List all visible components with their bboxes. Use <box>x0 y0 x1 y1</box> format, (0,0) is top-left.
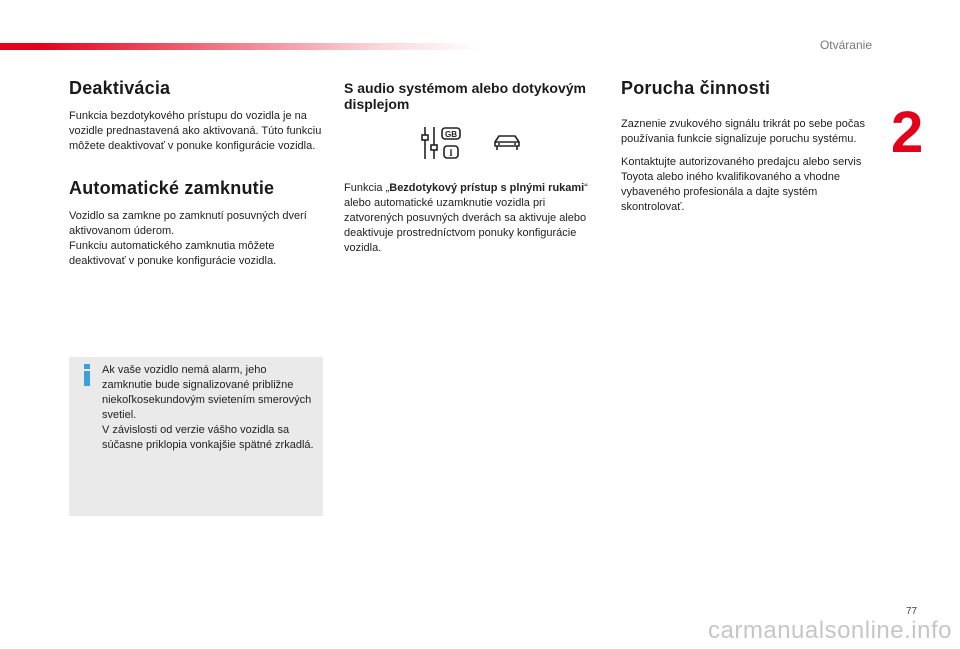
info-box <box>69 357 323 516</box>
icon-i-label: I <box>449 148 453 158</box>
feature-name: Bezdotykový prístup s plnými rukami <box>389 182 585 194</box>
deactivation-text: Funkcia bezdotykového prístupu do vozidla je na vozidle prednastavená ako aktivovaná. Túto funkciu môžete deaktivovať v ponuke konfigurácie vozidla. <box>69 110 322 152</box>
icon-gb-label: GB <box>445 130 457 139</box>
column-middle <box>344 80 602 256</box>
audio-system-text: Funkcia „Bezdotykový prístup s plnými rukami“ alebo automatické uzamknutie vozidla pri zatvorených posuvných dverách sa aktivuje alebo deaktivuje prostredníctvom ponuky konfigurácie vozidla. <box>344 182 588 254</box>
auto-lock-text-1: Vozidlo sa zamkne po zamknutí posuvných dverí aktivovanom úderom. <box>69 210 307 237</box>
section-title: Otváranie <box>819 38 872 52</box>
watermark: carmanualsonline.info <box>708 617 952 644</box>
column-left <box>69 78 324 269</box>
malfunction-text-2: Kontaktujte autorizovaného predajcu alebo servis Toyota alebo iného kvalifikovaného a vhodne vybaveného profesionála a dajte systém skontrolovať. <box>621 156 862 213</box>
auto-lock-text-2: Funkciu automatického zamknutia môžete deaktivovať v ponuke konfigurácie vozidla. <box>69 240 277 267</box>
malfunction-text-1: Zaznenie zvukového signálu trikrát po sebe počas používania funkcie signalizuje poruchu systému. <box>621 118 865 145</box>
info-text <box>102 363 314 453</box>
info-icon <box>81 364 93 391</box>
info-text-1: Ak vaše vozidlo nemá alarm, jeho zamknutie bude signalizované približne niekoľkosekundovým svietením smerových svetiel. <box>102 364 312 421</box>
malfunction-heading: Porucha činnosti <box>621 78 771 98</box>
deactivation-heading: Deaktivácia <box>69 78 171 98</box>
header-accent-bar <box>0 43 480 50</box>
info-text-2: V závislosti od verzie vášho vozidla sa súčasne priklopia vonkajšie spätné zrkadlá. <box>102 424 314 451</box>
column-right <box>621 78 871 215</box>
auto-lock-heading: Automatické zamknutie <box>69 178 275 198</box>
chapter-number: 2 <box>891 100 924 165</box>
settings-sliders-gb-icon <box>420 126 462 165</box>
car-icon <box>492 133 522 158</box>
icon-row <box>420 126 602 165</box>
page-number: 77 <box>906 606 918 617</box>
audio-system-heading: S audio systémom alebo dotykovým displejom <box>344 80 586 112</box>
